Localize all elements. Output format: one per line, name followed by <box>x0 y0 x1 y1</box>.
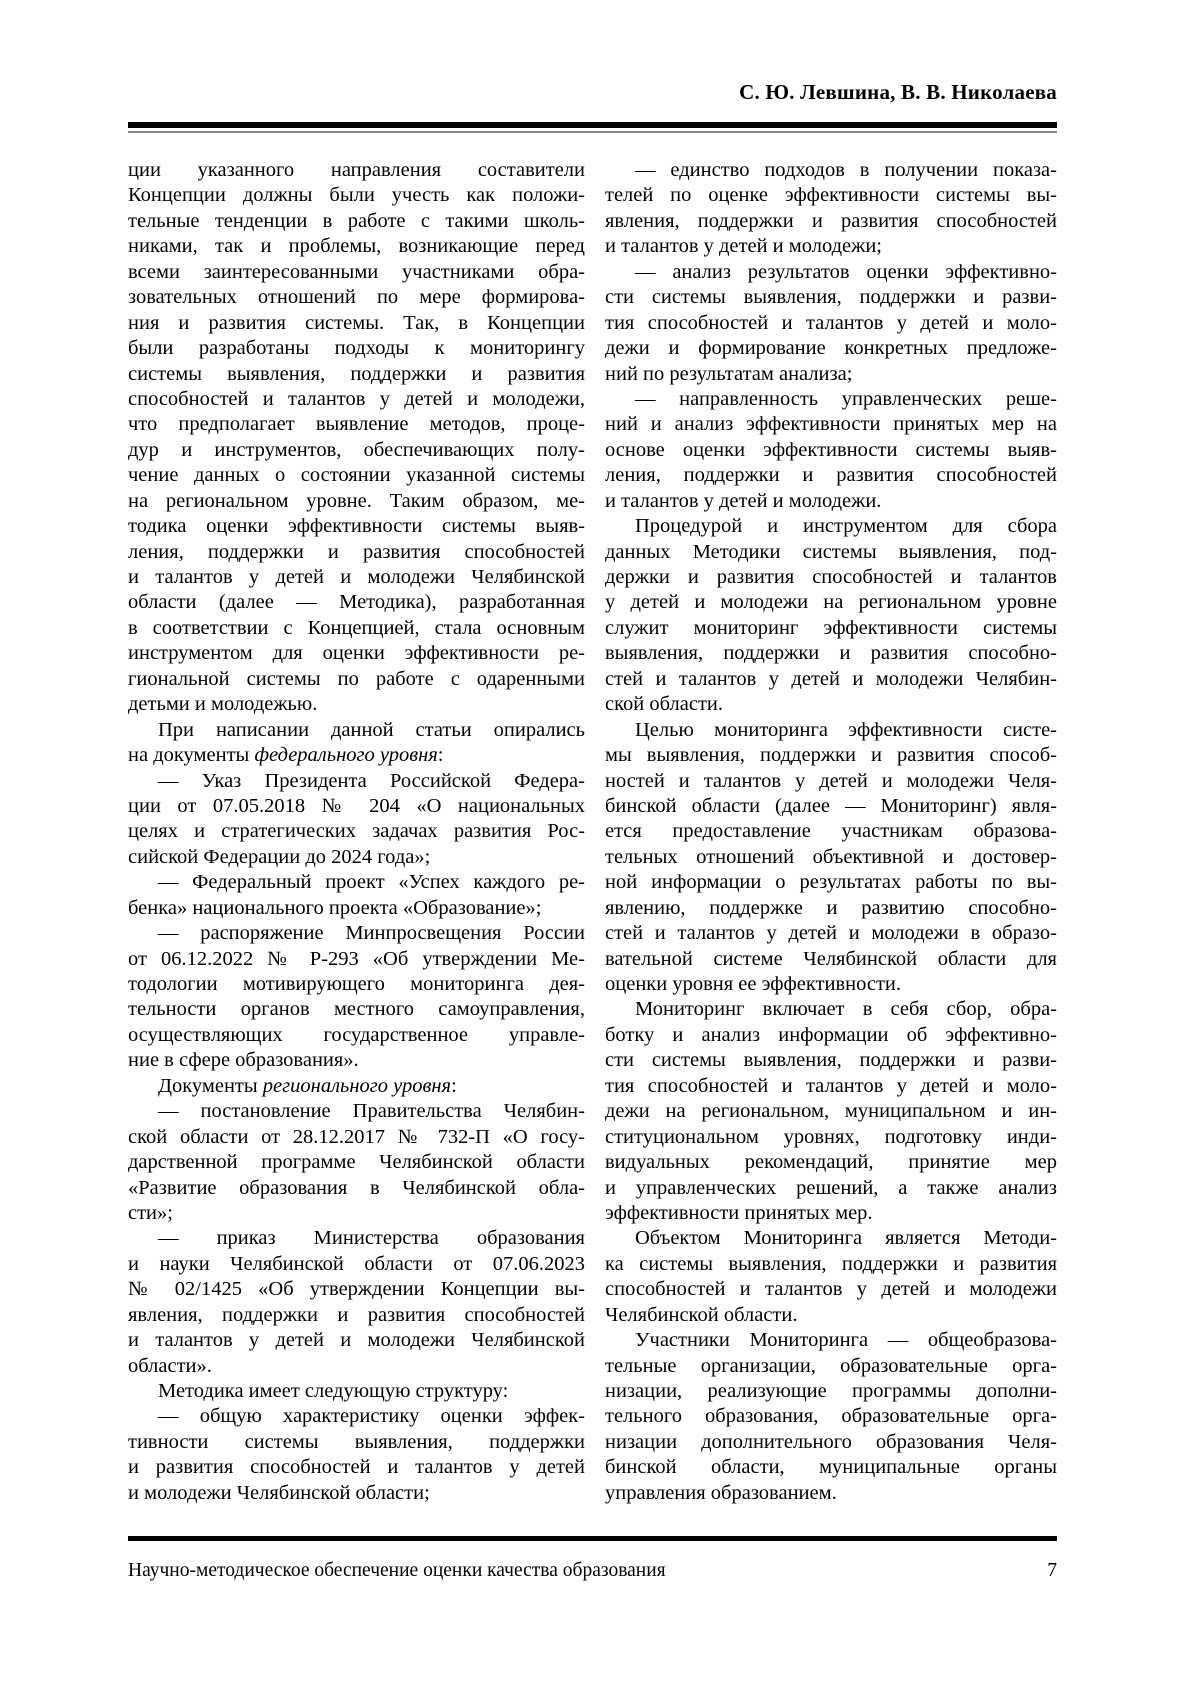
text-line: стей и талантов у детей и молодежи Челябин- <box>605 667 1057 690</box>
text-line: были разработаны подходы к мониторингу <box>128 337 585 360</box>
text-line: При написании данной статьи опирались <box>158 718 585 741</box>
text-line: ка системы выявления, поддержки и развития <box>605 1252 1057 1275</box>
text-line: явления, поддержки и развития способностей <box>605 209 1057 232</box>
text-line: сти системы выявления, поддержки и разви- <box>605 286 1057 309</box>
footer-running-title: Научно-методическое обеспечение оценки качества образования <box>128 1560 666 1581</box>
text-line: и талантов у детей и молодежи Челябинской <box>128 566 585 588</box>
paragraph <box>128 1226 585 1379</box>
text-line: на региональном уровне. Таким образом, ме- <box>128 489 585 512</box>
header-rule-thin <box>128 131 1057 133</box>
text-line: ления, поддержки и развития способностей <box>605 464 1057 487</box>
paragraph <box>128 718 585 769</box>
text-line: гиональной системы по работе с одаренными <box>128 667 585 690</box>
text-line: бенка» национального проекта «Образование»; <box>128 896 542 919</box>
text-line: способностей и талантов у детей и молодежи, <box>128 387 585 410</box>
text-line: — Федеральный проект «Успех каждого ре- <box>158 871 585 894</box>
text-line: тельного образования, образовательные орга- <box>605 1405 1057 1428</box>
text-line: бинской области, муниципальные органы <box>605 1456 1057 1479</box>
text-line: области (далее — Методика), разработанная <box>128 591 585 614</box>
text-line: — анализ результатов оценки эффективно- <box>635 260 1057 283</box>
paragraph <box>128 769 585 871</box>
paragraph <box>128 1379 585 1404</box>
paragraph <box>605 158 1057 260</box>
text-line: — единство подходов в получении показа- <box>635 159 1057 181</box>
text-line: ностей и талантов у детей и молодежи Челя- <box>605 769 1057 792</box>
paragraph <box>128 1404 585 1506</box>
text-line: от 06.12.2022 № Р-293 «Об утверждении Ме- <box>128 947 585 970</box>
text-line: Мониторинг включает в себя сбор, обра- <box>635 998 1057 1021</box>
page-footer <box>128 1560 1057 1582</box>
paragraph <box>128 870 585 921</box>
text-line: и талантов у детей и молодежи Челябинской <box>128 1329 585 1352</box>
text-line: ботку и анализ информации об эффективно- <box>605 1023 1057 1046</box>
text-line: данных Методики системы выявления, под- <box>605 540 1057 563</box>
text-line: держки и развития способностей и талантов <box>605 566 1057 588</box>
text-line: Методика имеет следующую структуру: <box>158 1380 509 1402</box>
paragraph <box>605 1226 1057 1328</box>
footer-rule <box>128 1536 1057 1541</box>
text-line: тия способностей и талантов у детей и моло- <box>605 311 1057 334</box>
text-line: ний по результатам анализа; <box>605 362 853 385</box>
paragraph <box>128 1074 585 1099</box>
text-line: ской области. <box>605 693 724 716</box>
text-line: ется предоставление участникам образова- <box>605 820 1057 843</box>
text-line: дарственной программе Челябинской области <box>128 1151 585 1174</box>
text-line: никами, так и проблемы, возникающие перед <box>128 235 585 258</box>
text-line: «Развитие образования в Челябинской обла- <box>128 1176 585 1199</box>
text-line: дур и инструментов, обеспечивающих полу- <box>128 438 585 461</box>
text-line: ние в сфере образования». <box>128 1049 359 1072</box>
text-line: № 02/1425 «Об утверждении Концепции вы- <box>128 1278 585 1301</box>
text-line: основе оценки эффективности системы выяв- <box>605 438 1057 461</box>
text-line: сийской Федерации до 2024 года»; <box>128 845 431 868</box>
footer-page-number: 7 <box>1047 1560 1057 1581</box>
text-line: — распоряжение Минпросвещения России <box>158 922 585 945</box>
text-line: и развития способностей и талантов у детей <box>128 1456 585 1479</box>
text-line: — Указ Президента Российской Федера- <box>158 769 585 792</box>
paragraph <box>605 514 1057 718</box>
text-line: — общую характеристику оценки эффек- <box>158 1405 585 1428</box>
text-columns <box>128 158 1057 1506</box>
text-line: Концепции должны были учесть как положи- <box>128 184 585 207</box>
paragraph <box>128 158 585 718</box>
text-line: ституциональном уровнях, подготовку инди- <box>605 1125 1057 1148</box>
text-line: и молодежи Челябинской области; <box>128 1481 430 1504</box>
text-line: у детей и молодежи на региональном уровне <box>605 591 1057 614</box>
text-line: что предполагает выявление методов, проце- <box>128 413 585 436</box>
text-line: видуальных рекомендаций, принятие мер <box>605 1151 1057 1174</box>
text-line: ний и анализ эффективности принятых мер на <box>605 413 1057 436</box>
text-line: и талантов у детей и молодежи; <box>605 235 882 258</box>
text-line: оценки уровня ее эффективности. <box>605 973 902 995</box>
text-line: низации, реализующие программы дополни- <box>605 1380 1057 1402</box>
text-line: всеми заинтересованными участниками обра- <box>128 260 585 283</box>
text-line: тия способностей и талантов у детей и моло- <box>605 1074 1057 1097</box>
text-line: и управленческих решений, а также анализ <box>605 1176 1057 1199</box>
text-line: дежи на региональном, муниципальном и ин- <box>605 1100 1057 1123</box>
paragraph <box>605 718 1057 998</box>
paragraph <box>605 1328 1057 1506</box>
text-line: и талантов у детей и молодежи. <box>605 489 882 512</box>
text-line: стей и талантов у детей и молодежи в образо- <box>605 922 1057 945</box>
text-line: Процедурой и инструментом для сбора <box>635 515 1057 538</box>
paragraph <box>605 997 1057 1226</box>
left-column <box>128 158 585 1506</box>
text-line: вательной системе Челябинской области для <box>605 947 1057 970</box>
text-line: чение данных о состоянии указанной системы <box>128 464 585 487</box>
text-line: области». <box>128 1354 212 1377</box>
text-line: телей по оценке эффективности системы вы- <box>605 184 1057 207</box>
text-line: — постановление Правительства Челябин- <box>158 1100 585 1123</box>
text-line: — приказ Министерства образования <box>158 1227 585 1250</box>
text-line: тивности системы выявления, поддержки <box>128 1430 585 1453</box>
text-line: дежи и формирование конкретных предложе- <box>605 337 1057 360</box>
text-line: Целью мониторинга эффективности систе- <box>635 718 1057 741</box>
text-line: Документы регионального уровня: <box>158 1074 457 1097</box>
text-line: зовательных отношений по мере формирова- <box>128 286 585 309</box>
text-line: Челябинской области. <box>605 1303 798 1326</box>
text-line: на документы федерального уровня: <box>128 744 444 767</box>
text-line: целях и стратегических задачах развития Рос- <box>128 820 585 843</box>
paragraph <box>605 260 1057 387</box>
text-line: тодологии мотивирующего мониторинга дея- <box>128 973 585 995</box>
text-line: явления, поддержки и развития способностей <box>128 1303 585 1326</box>
text-line: детьми и молодежью. <box>128 693 318 716</box>
text-line: сти»; <box>128 1201 173 1224</box>
text-line: Объектом Мониторинга является Методи- <box>635 1227 1057 1250</box>
page-header-authors: С. Ю. Левшина, В. В. Николаева <box>739 80 1057 104</box>
text-line: тельности органов местного самоуправления, <box>128 998 585 1021</box>
text-line: тодика оценки эффективности системы выяв- <box>128 515 585 538</box>
text-line: инструментом для оценки эффективности ре- <box>128 642 585 665</box>
text-line: управления образованием. <box>605 1481 837 1504</box>
text-line: мы выявления, поддержки и развития способ- <box>605 744 1057 767</box>
text-line: сти системы выявления, поддержки и разви- <box>605 1049 1057 1072</box>
text-line: тельные организации, образовательные орга- <box>605 1354 1057 1377</box>
text-line: ния и развития системы. Так, в Концепции <box>128 311 585 334</box>
header-rule <box>128 122 1057 128</box>
text-line: ской области от 28.12.2017 № 732-П «О госу- <box>128 1125 585 1148</box>
text-line: осуществляющих государственное управле- <box>128 1023 585 1046</box>
text-line: ции от 07.05.2018 № 204 «О национальных <box>128 794 585 817</box>
text-line: в соответствии с Концепцией, стала основным <box>128 616 585 639</box>
text-line: тельных отношений объективной и достовер- <box>605 845 1057 868</box>
text-line: эффективности принятых мер. <box>605 1201 873 1224</box>
text-line: способностей и талантов у детей и молодежи <box>605 1278 1057 1301</box>
text-line: системы выявления, поддержки и развития <box>128 362 585 385</box>
text-line: низации дополнительного образования Челя- <box>605 1430 1057 1453</box>
paragraph <box>128 1099 585 1226</box>
right-column <box>605 158 1057 1506</box>
paragraph <box>128 921 585 1074</box>
text-line: служит мониторинг эффективности системы <box>605 616 1057 639</box>
paragraph <box>605 387 1057 514</box>
text-line: бинской области (далее — Мониторинг) явля- <box>605 794 1057 817</box>
text-line: выявления, поддержки и развития способно- <box>605 642 1057 665</box>
text-line: ной информации о результатах работы по вы- <box>605 871 1057 894</box>
text-line: Участники Мониторинга — общеобразова- <box>635 1329 1057 1352</box>
text-line: — направленность управленческих реше- <box>635 387 1057 410</box>
text-line: ции указанного направления составители <box>128 159 585 181</box>
text-line: явлению, поддержке и развитию способно- <box>605 896 1057 919</box>
text-line: ления, поддержки и развития способностей <box>128 540 585 563</box>
text-line: и науки Челябинской области от 07.06.2023 <box>128 1252 585 1275</box>
text-line: тельные тенденции в работе с такими школь- <box>128 209 585 232</box>
